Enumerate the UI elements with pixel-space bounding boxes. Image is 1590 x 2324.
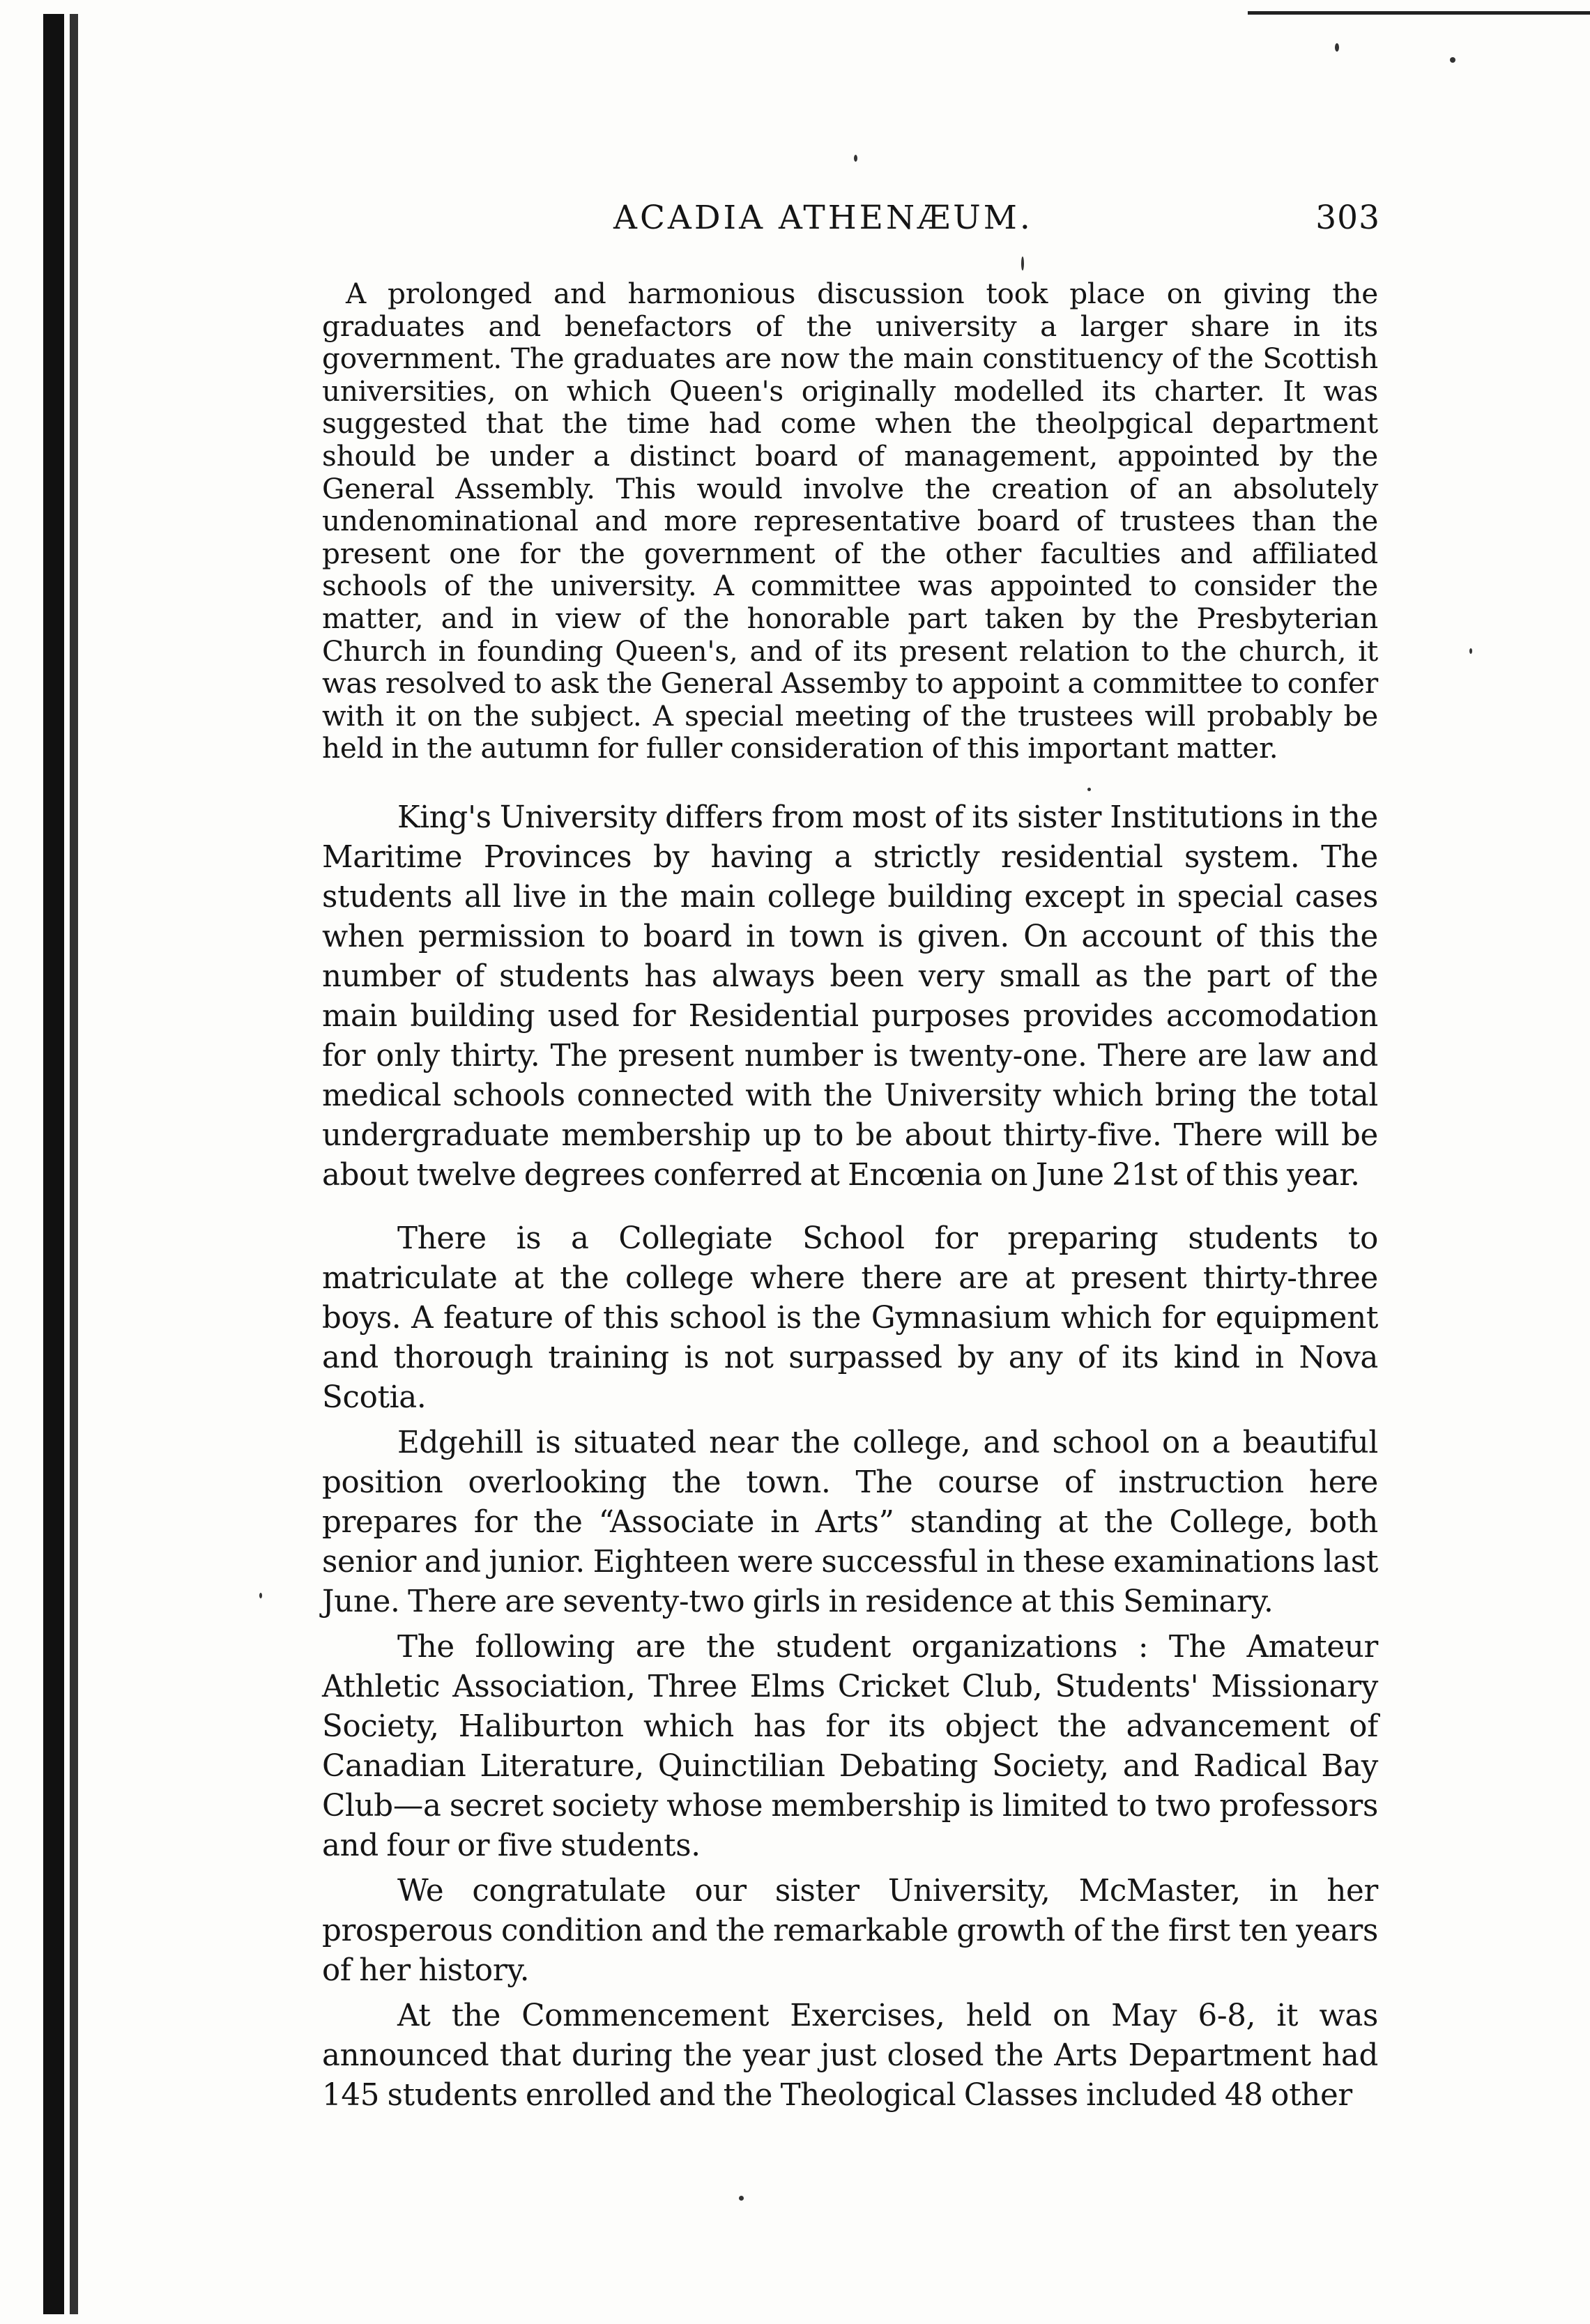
- speck: [1469, 648, 1472, 654]
- running-header: [321, 199, 1380, 247]
- speck: [1021, 257, 1024, 270]
- page-number: 303: [1315, 199, 1380, 237]
- paragraph-student-organizations: The following are the student organizations : The Amateur Athletic Association, Three Elms Cricket Club, Students' Missionary Society, Haliburton which has for its object the advancement of Canadian Literature, Quinctilian Debating Society, and Radical Bay Club—a secret society whose membership is limited to two professors and four or five students.: [322, 1629, 1378, 1863]
- speck: [1335, 43, 1339, 52]
- speck: [259, 1593, 262, 1598]
- paragraph-edgehill: Edgehill is situated near the college, and school on a beautiful position overlooking the town. The course of instruction here prepares for the “Associate in Arts” standing at the College, both senior and junior. Eighteen were successful in these examinations last June. There are seventy-two girls in residence at this Seminary.: [322, 1425, 1378, 1619]
- speck: [1450, 57, 1455, 63]
- paragraph-commencement: At the Commencement Exercises, held on May 6-8, it was announced that during the year just closed the Arts Department had 145 students enrolled and the Theological Classes included 48 other: [322, 1998, 1378, 2113]
- paragraph-collegiate-school: There is a Collegiate School for preparing students to matriculate at the college where there are at present thirty-three boys. A feature of this school is the Gymnasium which for equipment and thorough training is not surpassed by any of its kind in Nova Scotia.: [322, 1221, 1378, 1415]
- top-rule: [1248, 11, 1590, 15]
- speck: [854, 155, 857, 162]
- paragraph-kings-university: King's University differs from most of its sister Institutions in the Maritime Provinces by having a strictly residential system. The students all live in the main college building except in special cases when permission to board in town is given. On account of this the number of students has always been very small as the part of the main building used for Residential purposes provides accomodation for only thirty. The present number is twenty-one. There are law and medical schools connected with the University which bring the total undergraduate membership up to be about thirty-five. There will be about twelve degrees conferred at Encœnia on June 21st of this year.: [322, 800, 1378, 1193]
- speck: [739, 2196, 744, 2201]
- paragraph-mcmaster: We congratulate our sister University, McMaster, in her prosperous condition and the remarkable growth of the first ten years of her history.: [322, 1873, 1378, 1988]
- running-title: ACADIA ATHENÆUM.: [613, 199, 1033, 237]
- binding-shadow: [70, 14, 78, 2314]
- paragraph-queens-governance: A prolonged and harmonious discussion took place on giving the graduates and benefactors of the university a larger share in its government. The graduates are now the main constituency of the Scottish universities, on which Queen's originally modelled its charter. It was suggested that the time had come when the theolpgical department should be under a distinct board of management, appointed by the General Assembly. This would involve the creation of an absolutely undenominational and more representative board of trustees than the present one for the government of the other faculties and affiliated schools of the university. A committee was appointed to consider the matter, and in view of the honorable part taken by the Presbyterian Church in founding Queen's, and of its present relation to the church, it was resolved to ask the General Assemby to appoint a committee to confer with it on the subject. A special meeting of the trustees will probably be held in the autumn for fuller consideration of this important matter.: [322, 277, 1378, 765]
- text-column: [322, 277, 1378, 2116]
- binding-edge: [43, 14, 64, 2314]
